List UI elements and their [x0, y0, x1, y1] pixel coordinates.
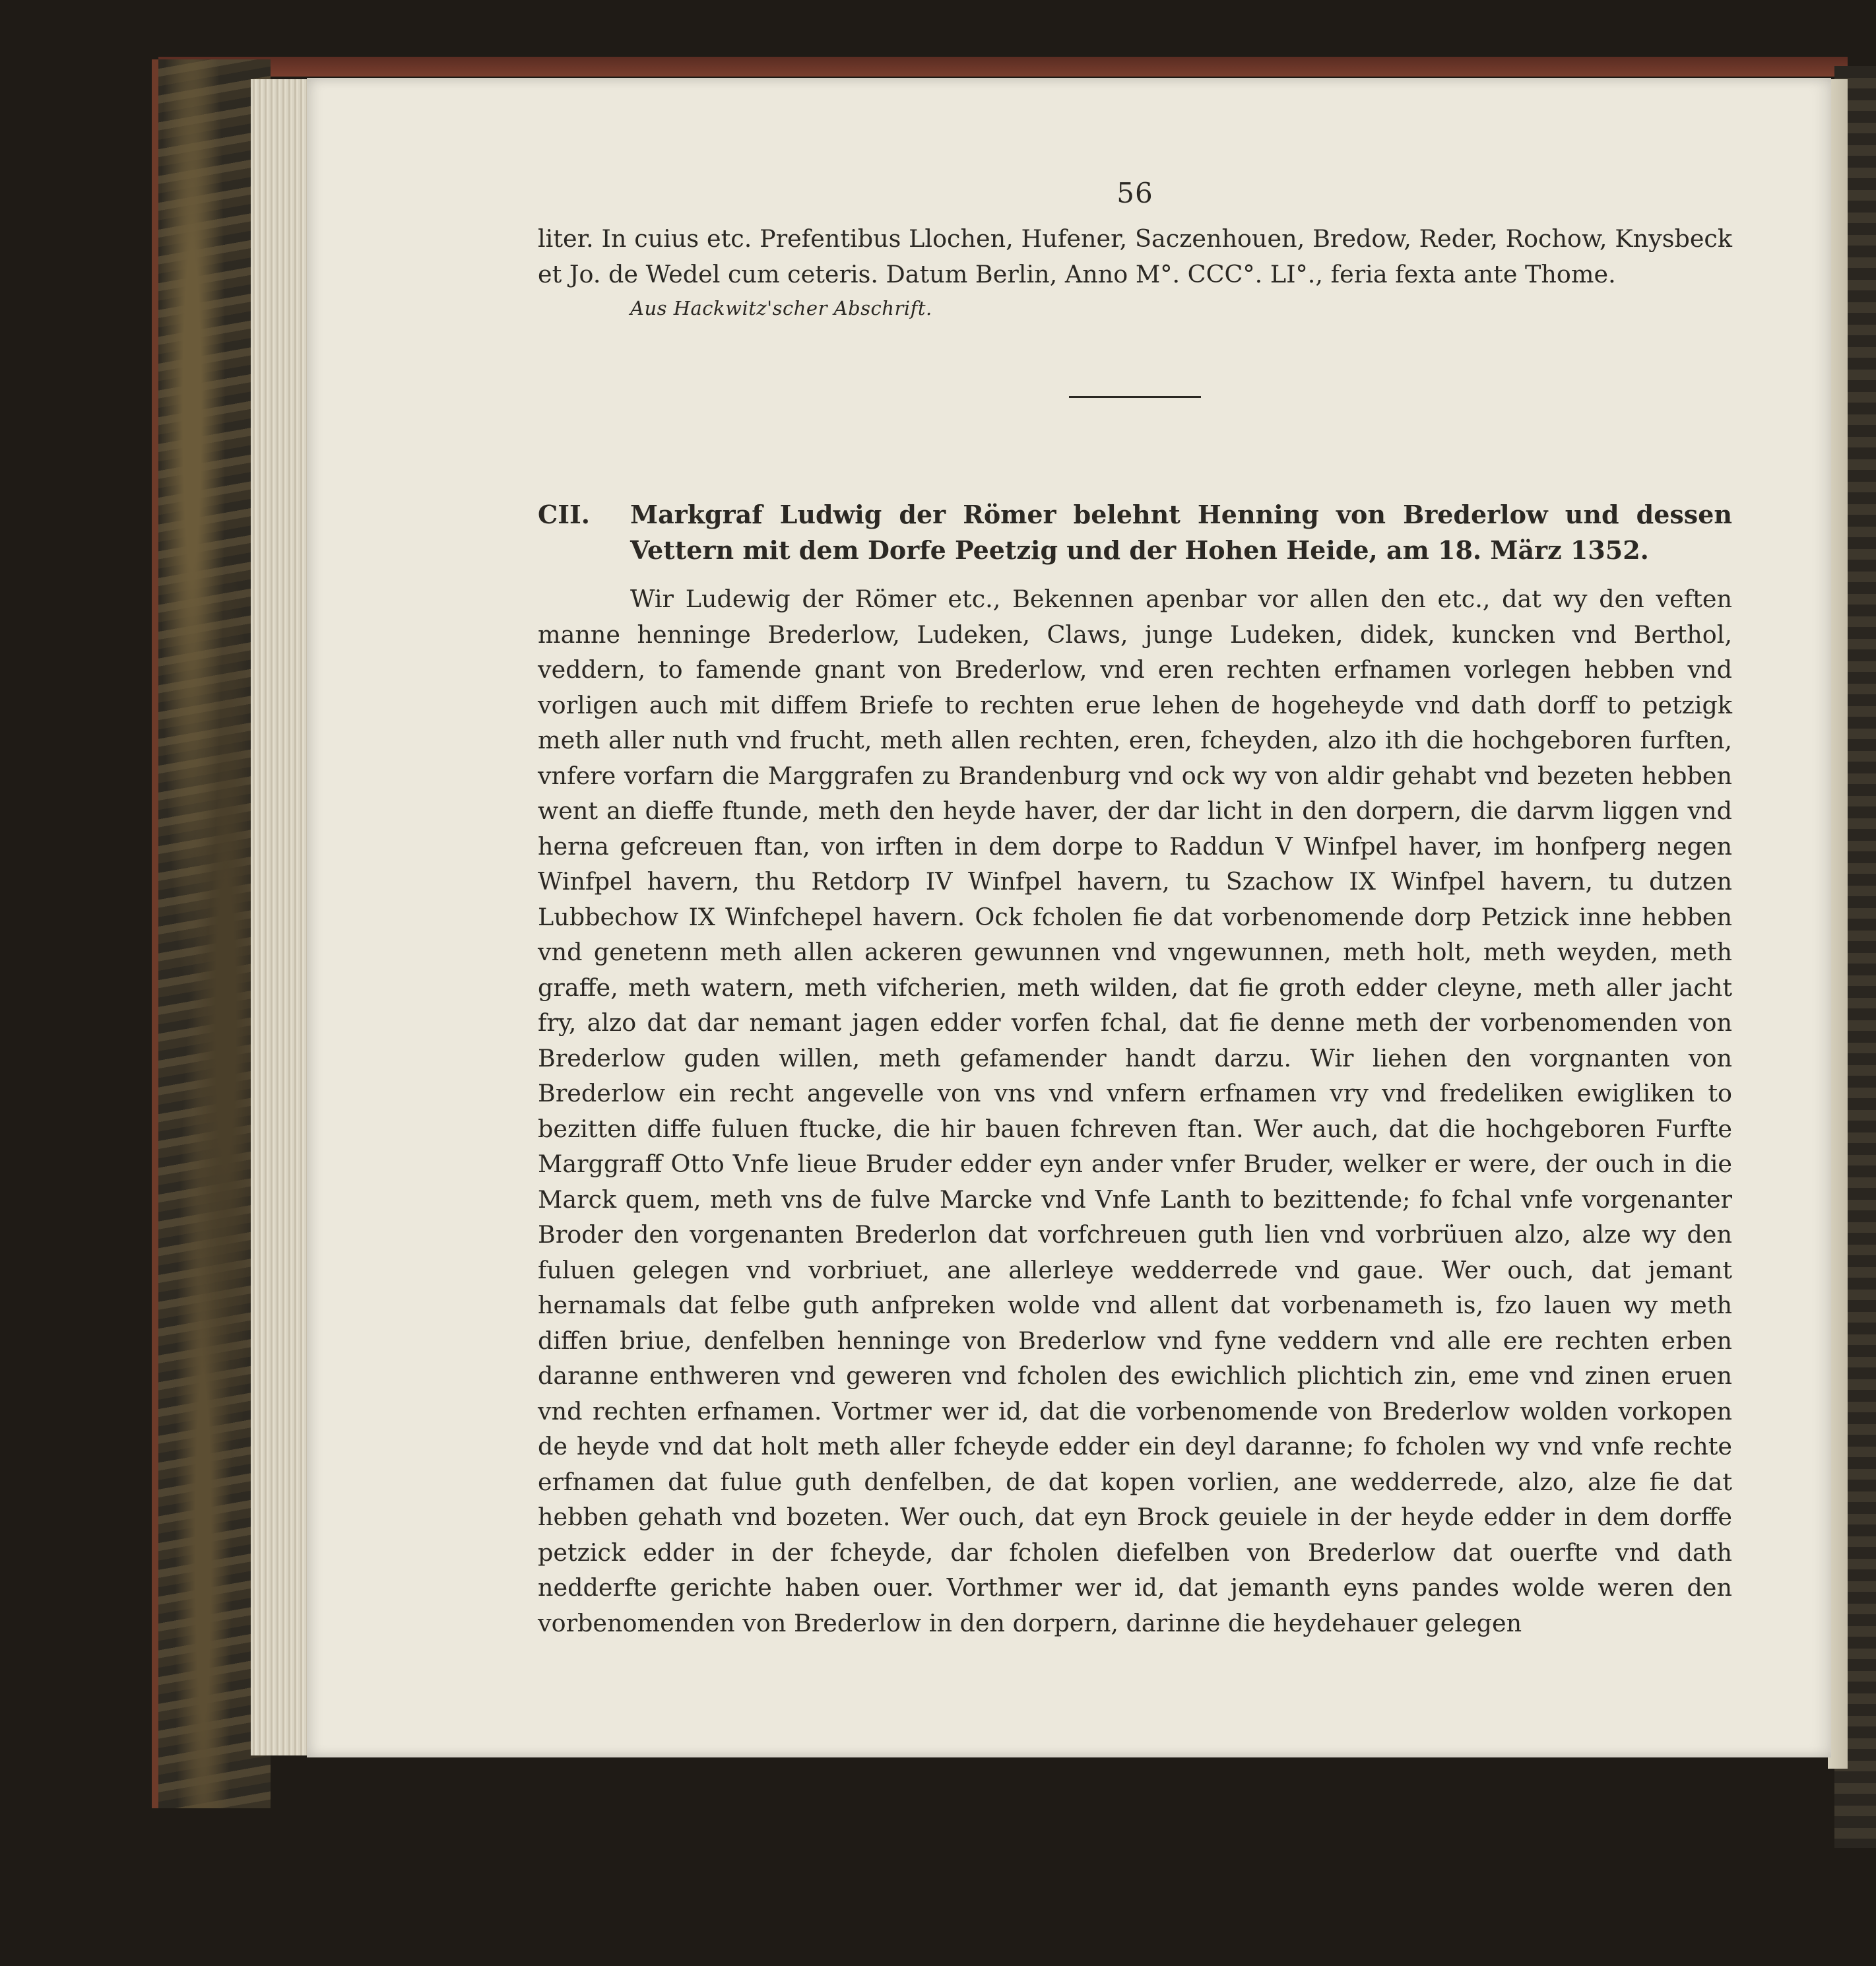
page-edges-left — [251, 79, 310, 1755]
page-content — [538, 177, 1732, 1641]
charter-body: Wir Ludewig der Römer etc., Bekennen apenbar vor allen den etc., dat wy den veften manne henninge Brederlow, Ludeken, Claws, junge Ludeken, didek, kuncken vnd Berthol, veddern, to famende gnant von Brederlow, vnd eren rechten erfnamen vorlegen hebben vnd vorligen auch mit diffem Briefe to rechten erue lehen de hogeheyde vnd dath dorff to petzigk meth aller nuth vnd frucht, meth allen rechten, eren, fcheyden, alzo ith die hochgeboren furften, vnfere vorfarn die Marggrafen zu Brandenburg vnd ock wy von aldir gehabt vnd bezeten hebben went an dieffe ftunde, meth den heyde haver, der dar licht in den dorpern, die darvm liggen vnd herna gefcreuen ftan, von irften in dem dorpe to Raddun V Winfpel haver, im honfperg negen Winfpel havern, thu Retdorp IV Winfpel havern, tu Szachow IX Winfpel havern, tu dutzen Lubbechow IX Winfchepel havern. Ock fcholen fie dat vorbenomende dorp Petzick inne hebben vnd genetenn meth allen ackeren gewunnen vnd vngewunnen, meth holt, meth weyden, meth graffe, meth watern, meth vifcherien, meth wilden, dat fie groth edder cleyne, meth aller jacht fry, alzo dat dar nemant jagen edder vorfen fchal, dat fie denne meth der vorbenomenden von Brederlow guden willen, meth gefamender handt darzu. Wir liehen den vorgnanten von Brederlow ein recht angevelle von vns vnd vnfern erfnamen vry vnd fredeliken ewigliken to bezitten diffe fuluen ftucke, die hir bauen fchreven ftan. Wer auch, dat die hochgeboren Furfte Marggraff Otto Vnfe lieue Bruder edder eyn ander vnfer Bruder, welker er were, der ouch in die Marck quem, meth vns de fulve Marcke vnd Vnfe Lanth to bezittende; fo fchal vnfe vorgenanter Broder den vorgenanten Brederlon dat vorfchreuen guth lien vnd vorbrüuen alzo, alze wy den fuluen gelegen vnd vorbriuet, ane allerleye wedderrede vnd gaue. Wer ouch, dat jemant hernamals dat felbe guth anfpreken wolde vnd allent dat vorbenameth is, fzo lauen wy meth diffen briue, denfelben henninge von Brederlow vnd fyne veddern vnd alle ere rechten erben daranne enthweren vnd geweren vnd fcholen des ewichlich plichtich zin, eme vnd zinen eruen vnd rechten erfnamen. Vortmer wer id, dat die vorbenomende von Brederlow wolden vorkopen de heyde vnd dat holt meth aller fcheyde edder ein deyl daranne; fo fcholen wy vnd vnfe rechte erfnamen dat fulue guth denfelben, de dat kopen vorlien, ane wedderrede, alzo, alze fie dat hebben gehath vnd bozeten. Wer ouch, dat eyn Brock geuiele in der heyde edder in dem dorffe petzick edder in der fcheyde, dar fcholen diefelben von Brederlow dat ouerfte vnd dath nedderfte gerichte haben ouer. Vorthmer wer id, dat jemanth eyns pandes wolde weren den vorbenomenden von Brederlow in den dorpern, darinne die heydehauer gelegen — [538, 585, 1732, 1637]
book-page — [307, 78, 1831, 1757]
previous-charter-ending: liter. In cuius etc. Prefentibus Llochen, Hufener, Saczenhouen, Bredow, Reder, Rochow, Knysbeck et Jo. de Wedel cum ceteris. Datum Berlin, Anno M°. CCC°. LI°., feria fexta ante Thome. — [538, 224, 1732, 288]
source-note: Aus Hackwitz'scher Abschrift. — [630, 297, 932, 319]
book-cover-top — [158, 57, 1848, 77]
page-number: 56 — [1116, 177, 1153, 209]
charter-heading — [538, 497, 1732, 568]
charter-title: Markgraf Ludwig der Römer belehnt Henning von Brederlow und dessen Vettern mit dem Dorfe Peetzig und der Hohen Heide, am 18. März 1352. — [630, 500, 1732, 565]
section-divider — [1069, 396, 1201, 398]
charter-number: CII. — [538, 500, 591, 529]
